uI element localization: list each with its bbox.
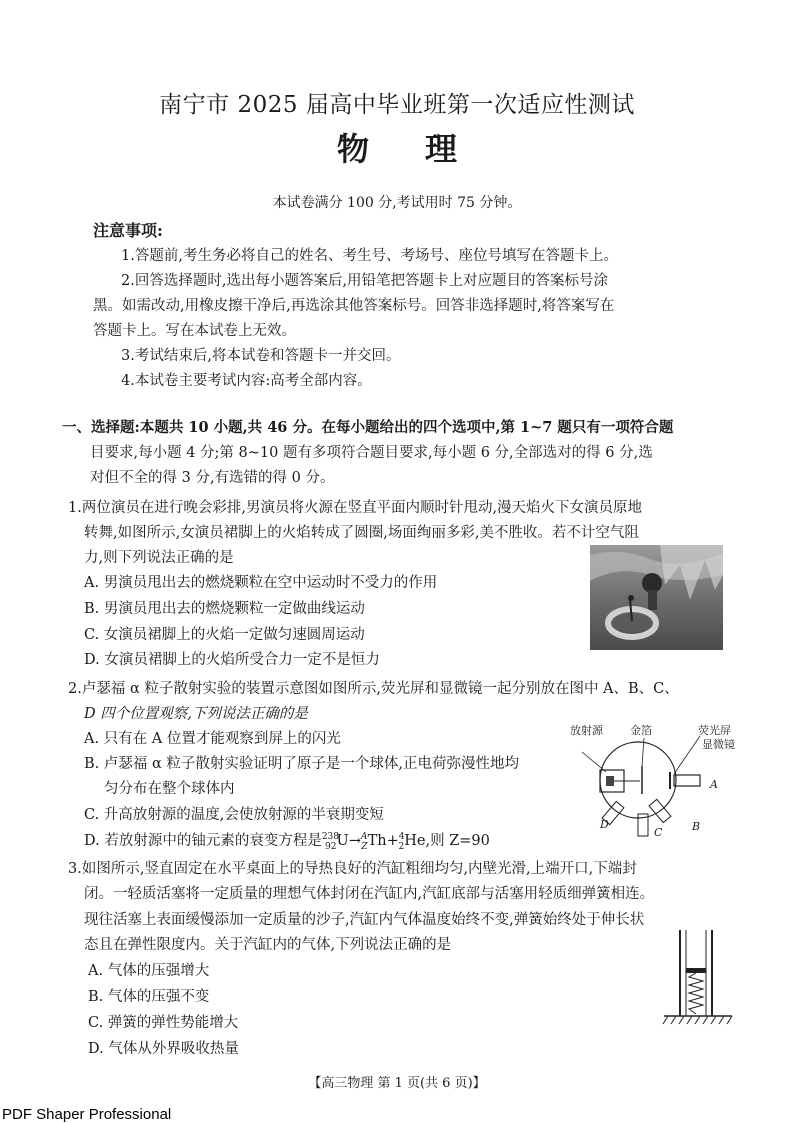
note-line: 1.答题前,考生务必将自己的姓名、考生号、考场号、座位号填写在答题卡上。: [121, 248, 618, 264]
q3-option-d: D. 气体从外界吸收热量: [88, 1041, 239, 1057]
figure-label-source: 放射源: [570, 724, 603, 737]
subject-title: 物理: [336, 130, 513, 168]
q3-option-b: B. 气体的压强不变: [88, 989, 210, 1005]
q2-option-b-cont: 匀分布在整个球体内: [104, 781, 235, 797]
figure-label-microscope: 显微镜: [702, 738, 735, 751]
q2-option-a: A. 只有在 A 位置才能观察到屏上的闪光: [84, 731, 341, 747]
q2-option-b: B. 卢瑟福 α 粒子散射实验证明了原子是一个球体,正电荷弥漫性地均: [84, 756, 519, 772]
q3-option-c: C. 弹簧的弹性势能增大: [88, 1015, 239, 1031]
q3-stem-line: 现往活塞上表面缓慢添加一定质量的沙子,汽缸内气体温度始终不变,弹簧始终处于伸长状: [84, 912, 645, 928]
q1-stem-line: 转舞,如图所示,女演员裙脚上的火焰转成了圆圈,场面绚丽多彩,美不胜收。若不计空气阻: [84, 525, 639, 541]
performance-photo: [590, 545, 723, 650]
notes-heading: 注意事项:: [93, 221, 163, 240]
cylinder-spring-figure: [656, 930, 736, 1026]
figure-label-c: C: [654, 826, 663, 839]
note-line: 2.回答选择题时,选出每小题答案后,用铅笔把答题卡上对应题目的答案标号涂: [121, 273, 609, 289]
figure-label-screen: 荧光屏: [698, 724, 731, 737]
rutherford-apparatus-figure: [570, 722, 740, 840]
q1-stem-line: 1.两位演员在进行晚会彩排,男演员将火源在竖直平面内顺时针甩动,漫天焰火下女演员原地: [68, 500, 643, 516]
exam-title: 南宁市 2025 届高中毕业班第一次适应性测试: [159, 92, 635, 118]
note-line: 4.本试卷主要考试内容:高考全部内容。: [121, 373, 372, 389]
page-footer: 【高三物理 第 1 页(共 6 页)】: [308, 1076, 486, 1091]
q1-stem-line: 力,则下列说法正确的是: [84, 550, 234, 566]
decay-equation: $^{238}_{92}$U→$^A_Z$Th+$^4_2$: [321, 832, 405, 852]
q2-option-d: [84, 829, 490, 852]
watermark: PDF Shaper Professional: [2, 1106, 172, 1123]
q2-option-c: C. 升高放射源的温度,会使放射源的半衰期变短: [84, 807, 384, 823]
exam-info: 本试卷满分 100 分,考试用时 75 分钟。: [272, 195, 522, 211]
figure-label-foil: 金箔: [630, 724, 652, 737]
q1-option-b: B. 男演员甩出去的燃烧颗粒一定做曲线运动: [84, 601, 365, 617]
q2-option-d-prefix: D. 若放射源中的铀元素的衰变方程是: [84, 833, 322, 849]
section-line: 对但不全的得 3 分,有选错的得 0 分。: [90, 470, 335, 486]
q2-stem-line: 2.卢瑟福 α 粒子散射实验的装置示意图如图所示,荧光屏和显微镜一起分别放在图中 A、B、C、: [68, 681, 679, 697]
q3-option-a: A. 气体的压强增大: [88, 963, 210, 979]
q1-option-c: C. 女演员裙脚上的火焰一定做匀速圆周运动: [84, 627, 365, 643]
section-heading: 一、选择题:本题共 10 小题,共 46 分。在每小题给出的四个选项中,第 1~7 题只有一项符合题: [62, 419, 674, 436]
figure-label-d: D: [600, 818, 609, 831]
section-line: 目要求,每小题 4 分;第 8~10 题有多项符合题目要求,每小题 6 分,全部选对的得 6 分,选: [90, 445, 653, 461]
note-line: 3.考试结束后,将本试卷和答题卡一并交回。: [121, 348, 401, 364]
q2-option-d-suffix: He,则 Z=90: [404, 833, 490, 849]
figure-label-a: A: [710, 778, 718, 791]
figure-label-b: B: [692, 820, 701, 833]
q2-stem-line: D 四个位置观察,下列说法正确的是: [84, 706, 308, 722]
note-line: 黑。如需改动,用橡皮擦干净后,再选涂其他答案标号。回答非选择题时,将答案写在: [93, 298, 615, 314]
q3-stem-line: 3.如图所示,竖直固定在水平桌面上的导热良好的汽缸粗细均匀,内壁光滑,上端开口,下端封: [68, 861, 637, 877]
note-line: 答题卡上。写在本试卷上无效。: [93, 323, 296, 339]
q3-stem-line: 态且在弹性限度内。关于汽缸内的气体,下列说法正确的是: [84, 937, 452, 953]
q3-stem-line: 闭。一轻质活塞将一定质量的理想气体封闭在汽缸内,汽缸底部与活塞用轻质细弹簧相连。: [84, 886, 655, 902]
q1-option-d: D. 女演员裙脚上的火焰所受合力一定不是恒力: [84, 652, 380, 668]
q1-option-a: A. 男演员甩出去的燃烧颗粒在空中运动时不受力的作用: [84, 575, 438, 591]
